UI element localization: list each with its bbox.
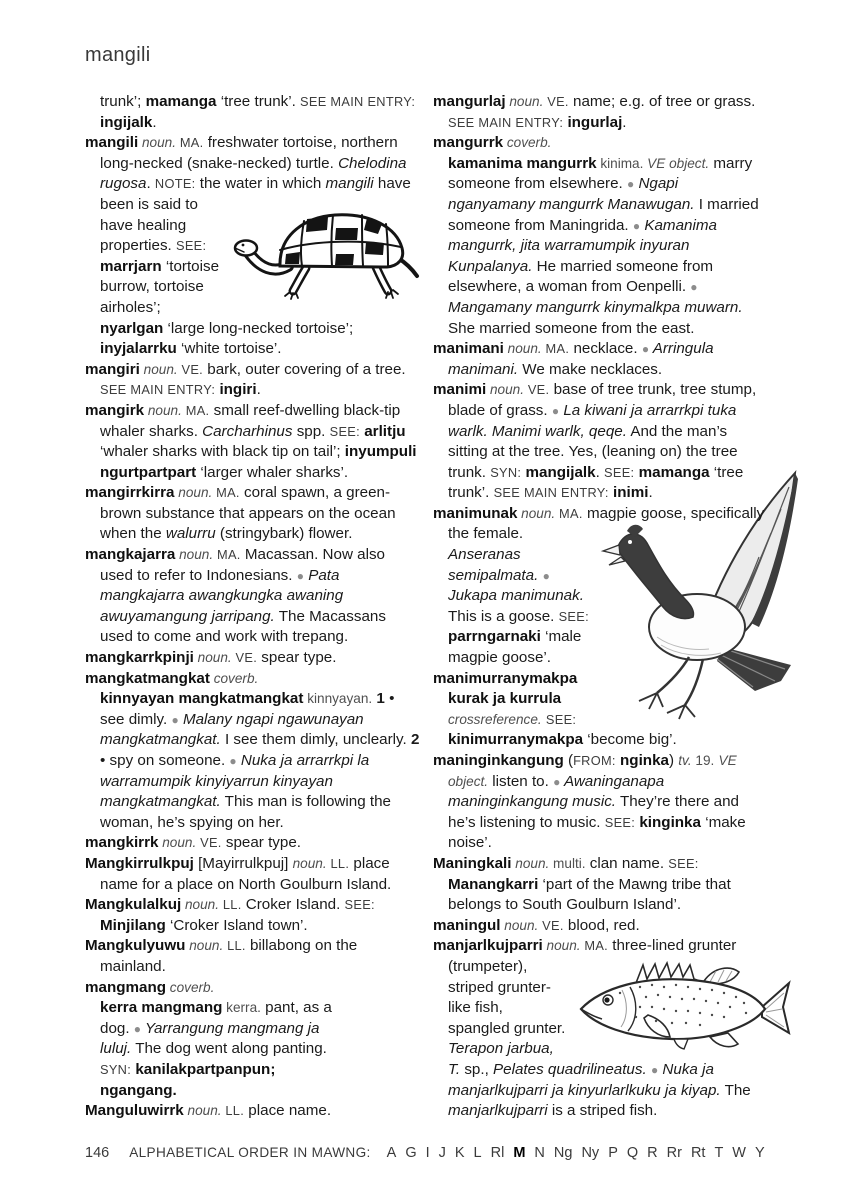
alphabet-letter: M: [513, 1145, 526, 1161]
entry-ingijalk-continuation: trunk’; mamanga ‘tree trunk’. SEE MAIN ENTRY: ingijalk.: [100, 93, 416, 131]
entry-mangkarrkpinji: mangkarrkpinji noun. VE. spear type.: [85, 649, 337, 667]
entry-mangiri: mangiri noun. VE. bark, outer covering of a tree. SEE MAIN ENTRY: ingiri.: [85, 360, 406, 399]
entry-mangkatmangkat: mangkatmangkat coverb.: [85, 669, 259, 687]
alphabet-letter: N: [534, 1145, 545, 1161]
entry-maninginkangung: maninginkangung (FROM: nginka) tv. 19. VE object. listen to. ● Awaninganapa maninginkangung music. They’re there and he’s listening to music. SEE: kinginka ‘make noise’.: [433, 752, 746, 852]
entry-mangurrk: mangurrk coverb.: [433, 134, 552, 152]
entry-mangkirrk: mangkirrk noun. VE. spear type.: [85, 834, 301, 852]
entry-mangkulalkuj: Mangkulalkuj noun. LL. Croker Island. SEE: Minjilang ‘Croker Island town’.: [85, 896, 375, 934]
right-column: [433, 92, 768, 1122]
alphabet-letter: L: [473, 1145, 482, 1161]
alphabet-letter: P: [608, 1145, 618, 1161]
alphabet-letter: T: [714, 1145, 724, 1161]
subentry-kinnyayan-mangkatmangkat: kinnyayan mangkatmangkat kinnyayan. 1 • see dimly. ● Malany ngapi ngawunayan mangkatmangkat. I see them dimly, unclearly. 2 • spy on someone. ● Nuka ja arrarrkpi la warramumpik kinyiyarrun kinyayan mangkatmangkat. This man is following the woman, he’s spying on her.: [100, 690, 420, 831]
entry-mangkajarra: mangkajarra noun. MA. Macassan. Now also used to refer to Indonesians. ● Pata mangkajarra awangkungka awaning awuyamangung jarripang. The Macassans used to come and work with trepang.: [85, 546, 386, 646]
footer-alphabet: [387, 1144, 774, 1162]
alphabet-letter: Rr: [666, 1145, 682, 1161]
grunter-fish-illustration: [576, 957, 794, 1047]
entry-manguluwirrk: Manguluwirrk noun. LL. place name.: [85, 1102, 332, 1120]
entry-mangmang: mangmang coverb.: [85, 978, 215, 996]
entry-mangurlaj: mangurlaj noun. VE. name; e.g. of tree or grass. SEE MAIN ENTRY: ingurlaj.: [433, 93, 756, 131]
page-number: 146: [85, 1145, 110, 1161]
entry-maningkali: Maningkali noun. multi. clan name. SEE: Manangkarri ‘part of the Mawng tribe that belongs to South Goulburn Island’.: [433, 854, 731, 914]
left-column: [85, 92, 420, 1122]
entry-mangkulyuwu: Mangkulyuwu noun. LL. billabong on the mainland.: [85, 937, 358, 975]
entry-manimunak: manimunak noun. MA. magpie goose, specifically the female. Anseranas semipalmata. ● Jukapa manimunak. This is a goose. SEE: parrngarnaki ‘male magpie goose’.: [433, 504, 768, 669]
entry-manimurranymakpa: manimurranymakpa kurak ja kurrula crossreference. SEE: kinimurranymakpa ‘become big’.: [433, 669, 677, 749]
subentry-kerra-mangmang: kerra mangmang kerra. pant, as a dog. ● Yarrangung mangmang ja luluj. The dog went along panting. SYN: kanilakpartpanpun; ngangang.: [100, 999, 332, 1099]
footer-label: ALPHABETICAL ORDER IN MAWNG:: [129, 1145, 371, 1160]
dictionary-columns: [85, 92, 768, 1122]
alphabet-letter: I: [425, 1145, 430, 1161]
alphabet-letter: R: [647, 1145, 658, 1161]
alphabet-letter: Rl: [490, 1145, 505, 1161]
alphabet-letter: W: [732, 1145, 746, 1161]
entry-mangirk: mangirk noun. MA. small reef-dwelling black-tip whaler sharks. Carcharhinus spp. SEE: arlitju ‘whaler sharks with black tip on tail’; inyumpuli ngurtpartpart ‘larger whaler sharks’.: [85, 401, 417, 481]
alphabet-letter: A: [386, 1145, 397, 1161]
entry-maningul: maningul noun. VE. blood, red.: [433, 916, 640, 934]
entry-manimani: manimani noun. MA. necklace. ● Arringula manimani. We make necklaces.: [433, 340, 714, 378]
alphabet-letter: Ny: [581, 1145, 600, 1161]
alphabet-letter: K: [454, 1145, 465, 1161]
guide-word: mangili: [85, 44, 151, 66]
page-footer: [85, 1144, 805, 1162]
subentry-kamanima-mangurrk: kamanima mangurrk kinima. VE object. marry someone from elsewhere. ● Ngapi nganyamany mangurrk Manawugan. I married someone from Maningrida. ● Kamanima mangurrk, jita warramumpik inyuran Kunpalanya. He married someone from elsewhere, a woman from Oenpelli. ● Mangamany mangurrk kinymalkpa muwarn. She married someone from the east.: [448, 154, 759, 337]
magpie-goose-illustration: [605, 527, 810, 715]
turtle-illustration: [230, 198, 420, 300]
entry-manjarlkujparri: manjarlkujparri noun. MA. three-lined grunter (trumpeter), striped grunter-like fish, spangled grunter. Terapon jarbua, T. sp., Pelates quadrilineatus. ● Nuka ja manjarlkujparri ja kinyurlarlkuku ja kiyap. The manjarlkujparri is a striped fish.: [433, 936, 768, 1121]
entry-mangili: mangili noun. MA. freshwater tortoise, northern long-necked (snake-necked) turtle. Chelodina rugosa. NOTE: the water in which mangili have been is said to have healing properties. SEE: marrjarn ‘tortoise burrow, tortoise airholes’; nyarlgan ‘large long-necked tortoise’; inyjalarrku ‘white tortoise’.: [85, 133, 420, 360]
entry-mangkirrulkpuj: Mangkirrulkpuj [Mayirrulkpuj] noun. LL. place name for a place on North Goulburn Island.: [85, 854, 392, 893]
entry-mangirrkirra: mangirrkirra noun. MA. coral spawn, a green-brown substance that appears on the ocean when the walurru (stringybark) flower.: [85, 484, 396, 543]
alphabet-letter: Y: [754, 1145, 765, 1161]
alphabet-letter: Rt: [690, 1145, 706, 1161]
alphabet-letter: G: [405, 1145, 417, 1161]
alphabet-letter: Ng: [553, 1145, 573, 1161]
alphabet-letter: J: [438, 1145, 446, 1161]
alphabet-letter: Q: [626, 1145, 639, 1161]
entry-manimi: manimi noun. VE. base of tree trunk, tree stump, blade of grass. ● La kiwani ja arrarrkpi tuka warlk. Manimi warlk, qeqe. And the man’s sitting at the tree. Yes, (leaning on) the tree trunk. SYN: mangijalk. SEE: mamanga ‘tree trunk’. SEE MAIN ENTRY: inimi.: [433, 381, 757, 502]
